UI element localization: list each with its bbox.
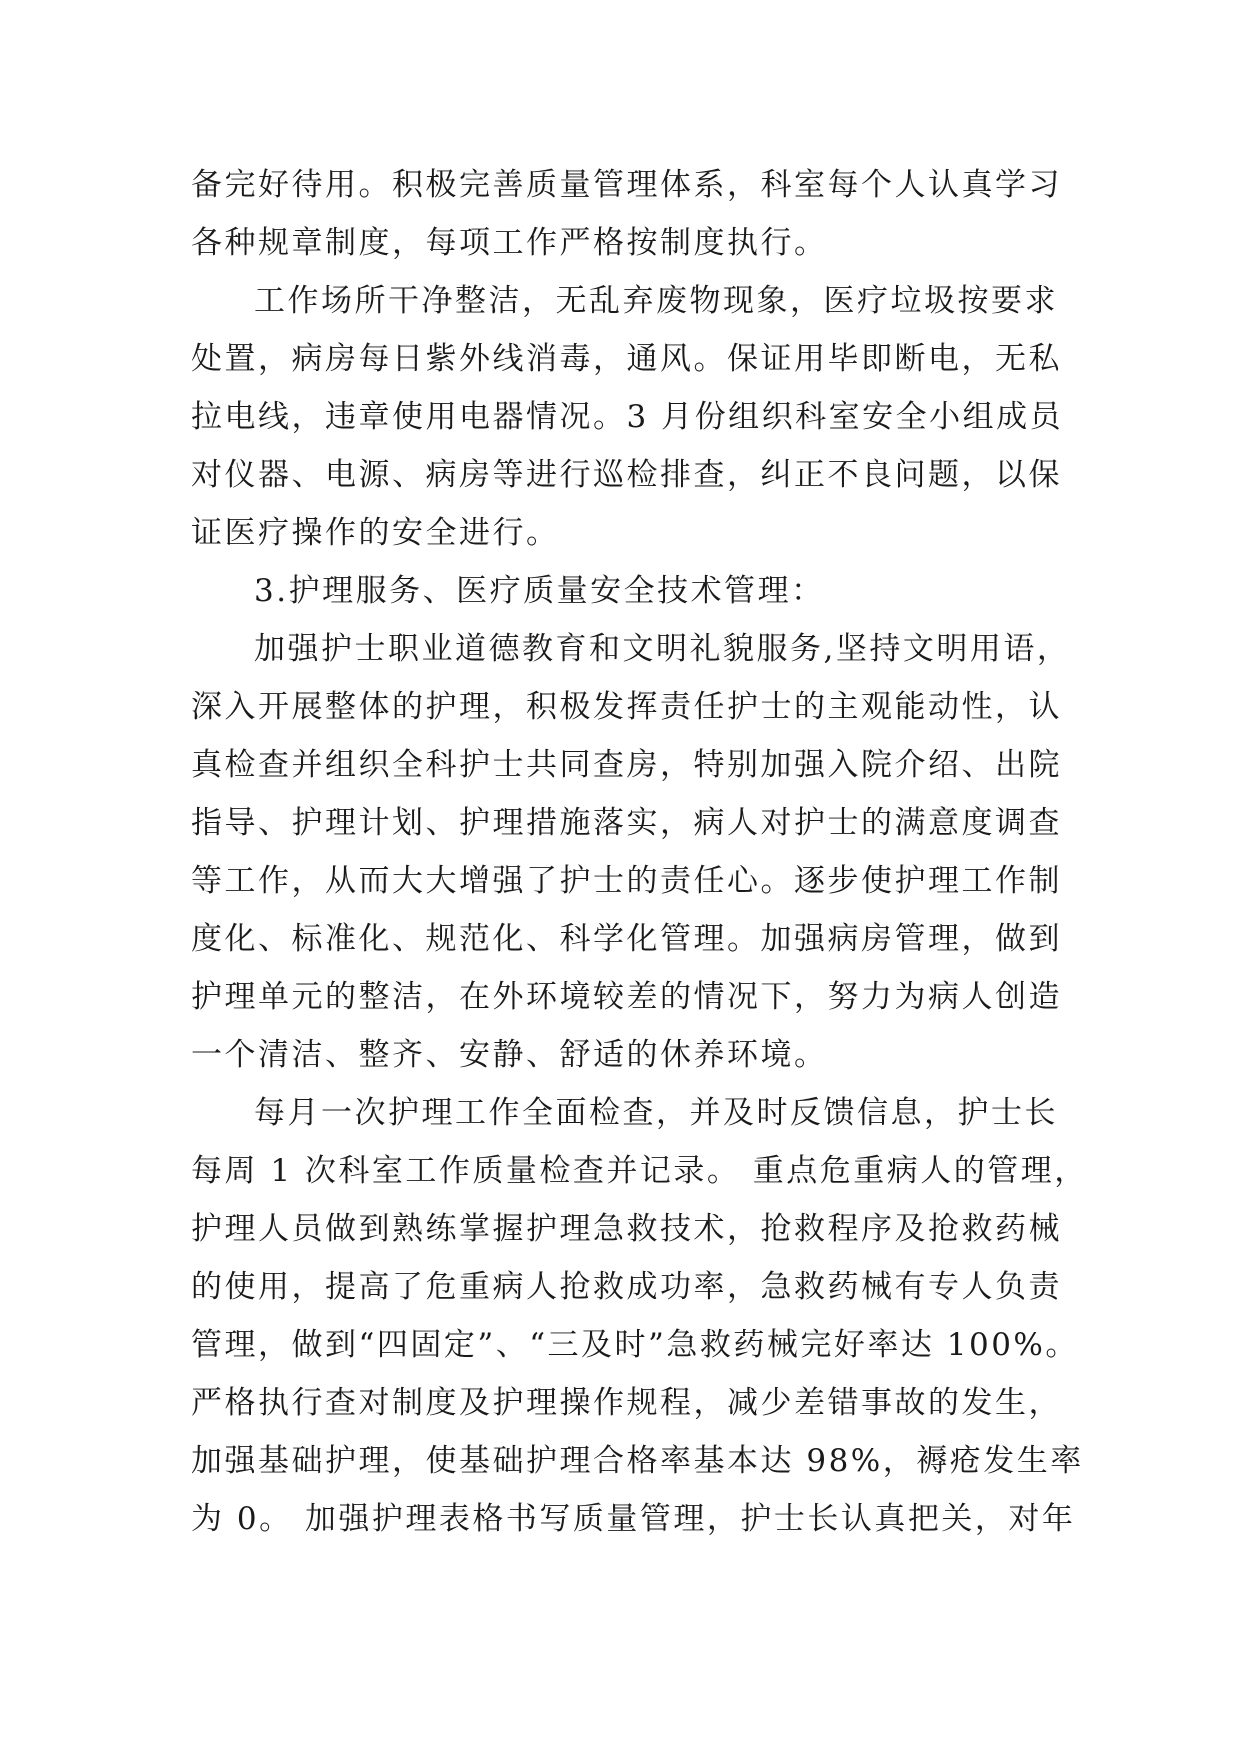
text-line: 管理，做到“四固定”、“三及时”急救药械完好率达 100%。 <box>191 1327 1079 1363</box>
text-line: 拉电线，违章使用电器情况。3 月份组织科室安全小组成员 <box>191 399 1064 435</box>
text-line: 护理人员做到熟练掌握护理急救技术，抢救程序及抢救药械 <box>191 1211 1062 1247</box>
text-line: 备完好待用。积极完善质量管理体系，科室每个人认真学习 <box>191 167 1062 203</box>
text-line: 的使用，提高了危重病人抢救成功率，急救药械有专人负责 <box>191 1269 1062 1305</box>
text-line: 深入开展整体的护理，积极发挥责任护士的主观能动性，认 <box>191 689 1062 725</box>
text-line: 为 0。 加强护理表格书写质量管理，护士长认真把关，对年 <box>191 1501 1076 1537</box>
paragraph-start-line: 工作场所干净整洁，无乱弃废物现象，医疗垃圾按要求 <box>254 283 1058 319</box>
text-line: 度化、标准化、规范化、科学化管理。加强病房管理，做到 <box>191 921 1062 957</box>
section-heading: 3.护理服务、医疗质量安全技术管理： <box>254 573 825 609</box>
text-line: 真检查并组织全科护士共同查房，特别加强入院介绍、出院 <box>191 747 1062 783</box>
text-line: 每周 1 次科室工作质量检查并记录。 重点危重病人的管理， <box>191 1153 1088 1189</box>
text-line: 加强基础护理，使基础护理合格率基本达 98%，褥疮发生率 <box>191 1443 1084 1479</box>
text-line: 处置，病房每日紫外线消毒，通风。保证用毕即断电，无私 <box>191 341 1062 377</box>
text-line: 一个清洁、整齐、安静、舒适的休养环境。 <box>191 1037 828 1073</box>
text-line: 对仪器、电源、病房等进行巡检排查，纠正不良问题，以保 <box>191 457 1062 493</box>
text-line: 证医疗操作的安全进行。 <box>191 515 560 551</box>
text-line: 各种规章制度，每项工作严格按制度执行。 <box>191 225 828 261</box>
text-line: 护理单元的整洁，在外环境较差的情况下，努力为病人创造 <box>191 979 1062 1015</box>
text-line: 严格执行查对制度及护理操作规程，减少差错事故的发生， <box>191 1385 1062 1421</box>
paragraph-start-line: 每月一次护理工作全面检查，并及时反馈信息，护士长 <box>254 1095 1058 1131</box>
paragraph-start-line: 加强护士职业道德教育和文明礼貌服务,坚持文明用语， <box>254 631 1071 667</box>
text-line: 等工作，从而大大增强了护士的责任心。逐步使护理工作制 <box>191 863 1062 899</box>
text-line: 指导、护理计划、护理措施落实，病人对护士的满意度调查 <box>191 805 1062 841</box>
